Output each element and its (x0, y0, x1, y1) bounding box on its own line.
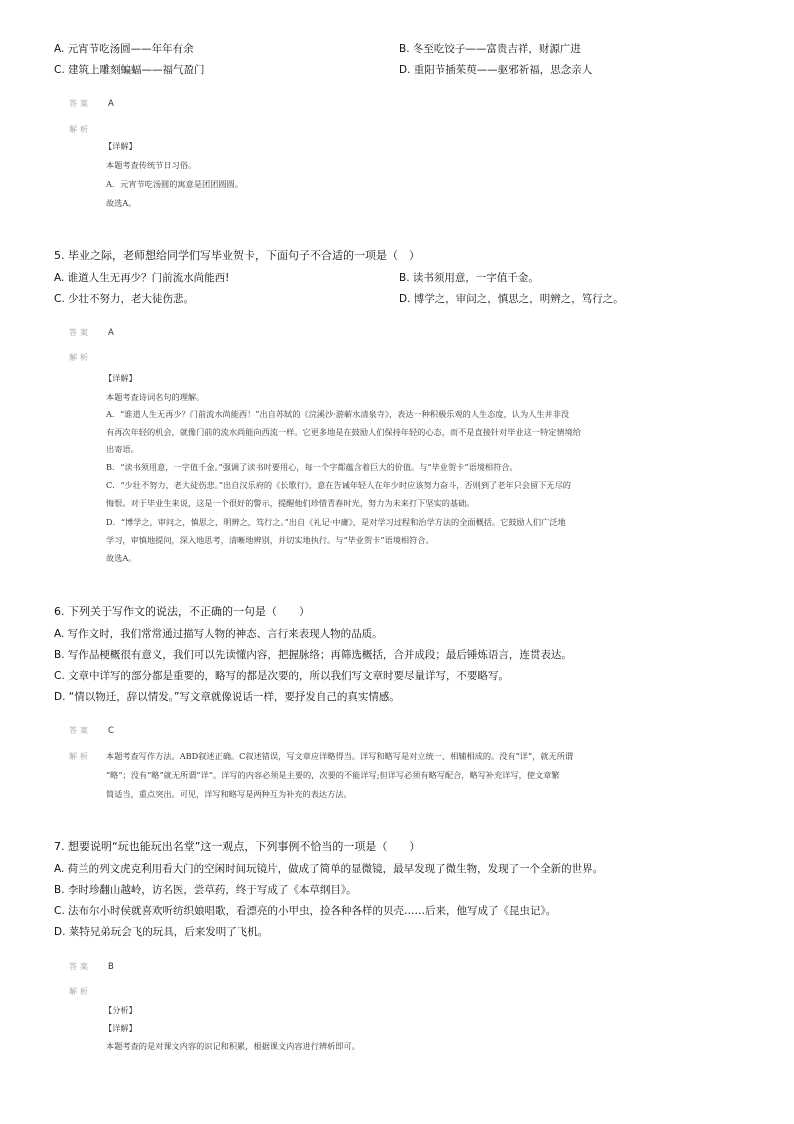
q7-answer-label: 答案 (69, 962, 91, 971)
q6-answer-value: C (108, 726, 114, 736)
q6-stem: 6. 下列关于写作文的说法，不正确的一句是（ ） (54, 605, 310, 618)
q5-explain-label: 解析 (69, 353, 91, 362)
q5-explain-line: B．“读书须用意，一字值千金。”强调了读书时要用心，每一个字都蕴含着巨大的价值。与“毕业贺卡”语境相符合。 (106, 462, 518, 472)
q5-option-d: D. 博学之，审问之，慎思之，明辨之，笃行之。 (399, 293, 624, 305)
q6-explain-line: 本题考查写作方法。ABD叙述正确。C叙述错误，写文章应详略得当。详写和略写是对立统一、相辅相成的。没有“详”，就无所谓 (106, 751, 574, 761)
q7-explain-line: 【详解】 (104, 1023, 137, 1033)
q4-explain-line: 故选A。 (106, 198, 137, 208)
q4-answer-value: A (108, 99, 114, 109)
q5-option-a: A. 谁道人生无再少？门前流水尚能西! (54, 272, 230, 284)
q4-answer-label: 答案 (69, 99, 91, 108)
q5-answer-label: 答案 (69, 328, 91, 337)
q7-option-c: C. 法布尔小时侯就喜欢听纺织娘唱歌，看漂亮的小甲虫，捡各种各样的贝壳……后来，他写成了《昆虫记》。 (54, 905, 557, 917)
q5-explain-line: 有再次年轻的机会，就像门前的流水尚能向西流一样。它更多地是在鼓励人们保持年轻的心态，而不是直接针对毕业这一特定情境给 (106, 427, 581, 437)
q5-explain-line: 出寄语。 (106, 444, 139, 454)
q7-explain-line: 【分析】 (104, 1005, 137, 1015)
q5-option-c: C. 少壮不努力，老大徒伤悲。 (54, 293, 195, 305)
q7-explain-line: 本题考查的是对课文内容的识记和积累，根据课文内容进行辨析即可。 (106, 1041, 360, 1051)
q7-option-d: D. 莱特兄弟玩会飞的玩具，后来发明了飞机。 (54, 926, 269, 938)
q6-option-c: C. 文章中详写的部分都是重要的，略写的都是次要的，所以我们写文章时要尽量详写，不要略写。 (54, 670, 510, 682)
q5-stem: 5. 毕业之际，老师想给同学们写毕业贺卡，下面句子不合适的一项是（ ） (54, 249, 420, 262)
q5-answer-value: A (108, 328, 114, 338)
q4-option-b: B. 冬至吃饺子——富贵吉祥，财源广进 (399, 43, 581, 55)
q6-explain-label: 解析 (69, 752, 91, 761)
q5-explain-line: 【详解】 (104, 373, 137, 383)
q7-stem: 7. 想要说明“玩也能玩出名堂”这一观点，下列事例不恰当的一项是（ ） (54, 840, 421, 853)
q5-explain-line: D．“博学之，审问之，慎思之，明辨之，笃行之。”出自《礼记·中庸》，是对学习过程和治学方法的全面概括。它鼓励人们广泛地 (106, 517, 566, 527)
q7-answer-value: B (108, 962, 114, 972)
q5-explain-line: 故选A。 (106, 553, 137, 563)
q4-option-d: D. 重阳节插茱萸——驱邪祈福，思念亲人 (399, 64, 593, 76)
q6-explain-line: 简适当，重点突出。可见，详写和略写是两种互为补充的表达方法。 (106, 789, 352, 799)
q7-option-b: B. 李时珍翻山越岭，访名医，尝草药，终于写成了《本草纲目》。 (54, 884, 357, 896)
q6-option-b: B. 写作品梗概很有意义，我们可以先读懂内容，把握脉络；再筛选概括，合并成段；最后锤炼语言，连贯表达。 (54, 649, 572, 661)
q4-option-c: C. 建筑上雕刻蝙蝠——福气盈门 (54, 64, 205, 76)
q5-explain-line: C．“少壮不努力，老大徒伤悲。”出自汉乐府的《长歌行》，意在告诫年轻人在年少时应该努力奋斗，否则到了老年只会留下无尽的 (106, 480, 571, 490)
q5-explain-line: 本题考查诗词名句的理解。 (106, 392, 205, 402)
q4-explain-line: 本题考查传统节日习俗。 (106, 160, 197, 170)
q4-explain-line: 【详解】 (104, 141, 137, 151)
q4-explain-line: A．元宵节吃汤圆的寓意是团团圆圆。 (106, 179, 243, 189)
q7-explain-label: 解析 (69, 987, 91, 996)
q5-explain-line: 学习，审慎地提问，深入地思考，清晰地辨别，并切实地执行。与“毕业贺卡”语境相符合。 (106, 535, 434, 545)
q6-explain-line: “略”；没有“略”就无所谓“详”。详写的内容必须是主要的，次要的不能详写;但详写必须有略写配合，略写补充详写，使文章繁 (106, 770, 560, 780)
q5-explain-line: A．“谁道人生无再少？门前流水尚能西！”出自苏轼的《浣溪沙·游蕲水清泉寺》，表达一种积极乐观的人生态度，认为人生并非没 (106, 409, 570, 419)
q6-option-a: A. 写作文时，我们常常通过描写人物的神态、言行来表现人物的品质。 (54, 628, 383, 640)
q5-explain-line: 悔恨。对于毕业生来说，这是一个很好的警示，提醒他们珍惜青春时光，努力为未来打下坚实的基础。 (106, 498, 475, 508)
q5-option-b: B. 读书须用意，一字值千金。 (399, 272, 539, 284)
q6-option-d: D. “情以物迁，辞以情发。”写文章就像说话一样，要抒发自己的真实情感。 (54, 691, 400, 703)
q4-explain-label: 解析 (69, 125, 91, 134)
q6-answer-label: 答案 (69, 726, 91, 735)
q7-option-a: A. 荷兰的列文虎克利用看大门的空闲时间玩镜片，做成了简单的显微镜，最早发现了微生物，发现了一个全新的世界。 (54, 863, 604, 875)
q4-option-a: A. 元宵节吃汤圆——年年有余 (54, 43, 194, 55)
